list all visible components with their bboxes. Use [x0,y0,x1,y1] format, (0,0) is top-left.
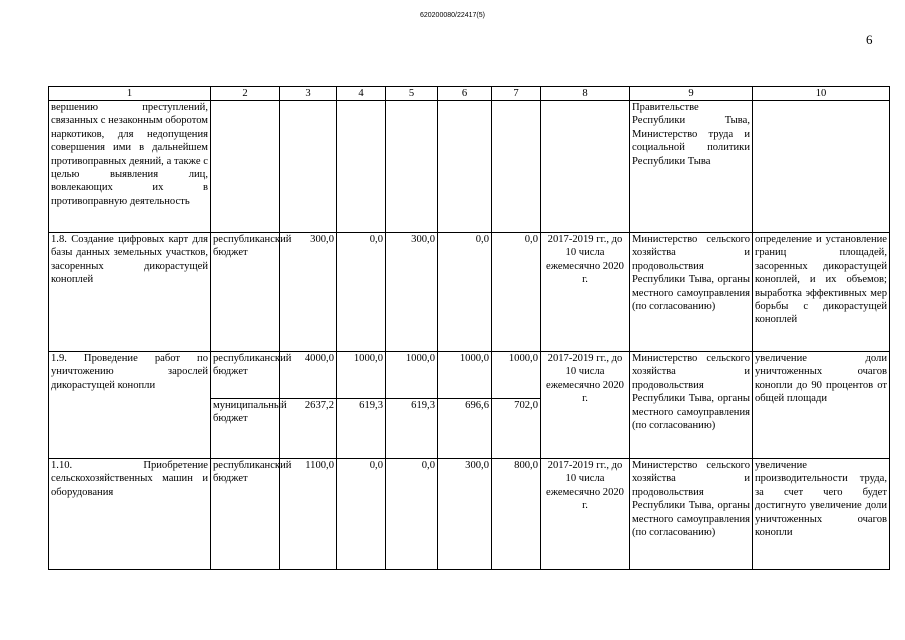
header-cell: 10 [753,87,890,101]
year-2018-cell: 0,0 [386,459,438,570]
year-2019-cell: 300,0 [438,459,492,570]
funding-source: муниципальный бюджет [211,399,280,459]
program-table [48,86,890,570]
total-cell: 300,0 [280,233,337,352]
result-cell: увеличение доли уничтоженных очагов конопли до 90 процентов от общей площади [753,352,890,459]
total-cell: 1100,0 [280,459,337,570]
year-2019-cell: 1000,0 [438,352,492,399]
responsible-cell: Правительстве Республики Тыва, Министерство труда и социальной политики Республики Тыва [630,101,753,233]
header-cell: 8 [541,87,630,101]
page-number: 6 [866,32,873,47]
result-cell [753,101,890,233]
funding-source: республиканский бюджет [211,459,280,570]
header-cell: 5 [386,87,438,101]
year-2020-cell: 1000,0 [492,352,541,399]
header-cell: 3 [280,87,337,101]
year-2018-cell: 300,0 [386,233,438,352]
table-row [49,101,890,233]
header-cell: 2 [211,87,280,101]
deadline-cell: 2017-2019 гг., до 10 числа ежемесячно 2020 г. [541,352,630,459]
year-2017-cell: 0,0 [337,459,386,570]
funding-source [211,101,280,233]
responsible-cell: Министерство сельского хозяйства и продовольствия Республики Тыва, органы местного самоуправления (по согласованию) [630,459,753,570]
year-2019-cell: 0,0 [438,233,492,352]
measure-description: 1.8. Создание цифровых карт для базы данных земельных участков, засоренных дикорастущей коноплей [49,233,211,352]
header-row [49,87,890,101]
year-2020-cell: 0,0 [492,233,541,352]
year-2020-cell: 800,0 [492,459,541,570]
year-2018-cell: 1000,0 [386,352,438,399]
responsible-cell: Министерство сельского хозяйства и продовольствия Республики Тыва, органы местного самоуправления (по согласованию) [630,233,753,352]
funding-source: республиканский бюджет [211,352,280,399]
year-2017-cell [337,101,386,233]
measure-description: вершению преступлений, связанных с незаконным оборотом наркотиков, для недопущения совершения ими в дальнейшем противоправных деяний, а также с целью выявления лиц, вовлекающих их в противоправную деятельность [49,101,211,233]
year-2017-cell: 619,3 [337,399,386,459]
header-cell: 9 [630,87,753,101]
year-2018-cell: 619,3 [386,399,438,459]
total-cell: 2637,2 [280,399,337,459]
header-cell: 7 [492,87,541,101]
year-2019-cell: 696,6 [438,399,492,459]
table-row [49,459,890,570]
funding-source: республиканский бюджет [211,233,280,352]
total-cell [280,101,337,233]
deadline-cell [541,101,630,233]
document-id: 620200080/22417(5) [419,12,485,19]
year-2019-cell [438,101,492,233]
deadline-cell: 2017-2019 гг., до 10 числа ежемесячно 2020 г. [541,233,630,352]
total-cell: 4000,0 [280,352,337,399]
header-cell: 4 [337,87,386,101]
result-cell: определение и установление границ площадей, засоренных дикорастущей коноплей, и их объемов; выработка эффективных мер борьбы с дикорастущей коноплей [753,233,890,352]
result-cell: увеличение производительности труда, за счет чего будет достигнуто увеличение доли уничтоженных очагов конопли [753,459,890,570]
header-cell: 1 [49,87,211,101]
header-cell: 6 [438,87,492,101]
deadline-cell: 2017-2019 гг., до 10 числа ежемесячно 2020 г. [541,459,630,570]
year-2020-cell [492,101,541,233]
year-2020-cell: 702,0 [492,399,541,459]
responsible-cell: Министерство сельского хозяйства и продовольствия Республики Тыва, органы местного самоуправления (по согласованию) [630,352,753,459]
year-2017-cell: 0,0 [337,233,386,352]
measure-description: 1.10. Приобретение сельскохозяйственных машин и оборудования [49,459,211,570]
measure-description: 1.9. Проведение работ по уничтожению зарослей дикорастущей конопли [49,352,211,459]
year-2017-cell: 1000,0 [337,352,386,399]
table-row [49,352,890,399]
year-2018-cell [386,101,438,233]
table-row [49,233,890,352]
